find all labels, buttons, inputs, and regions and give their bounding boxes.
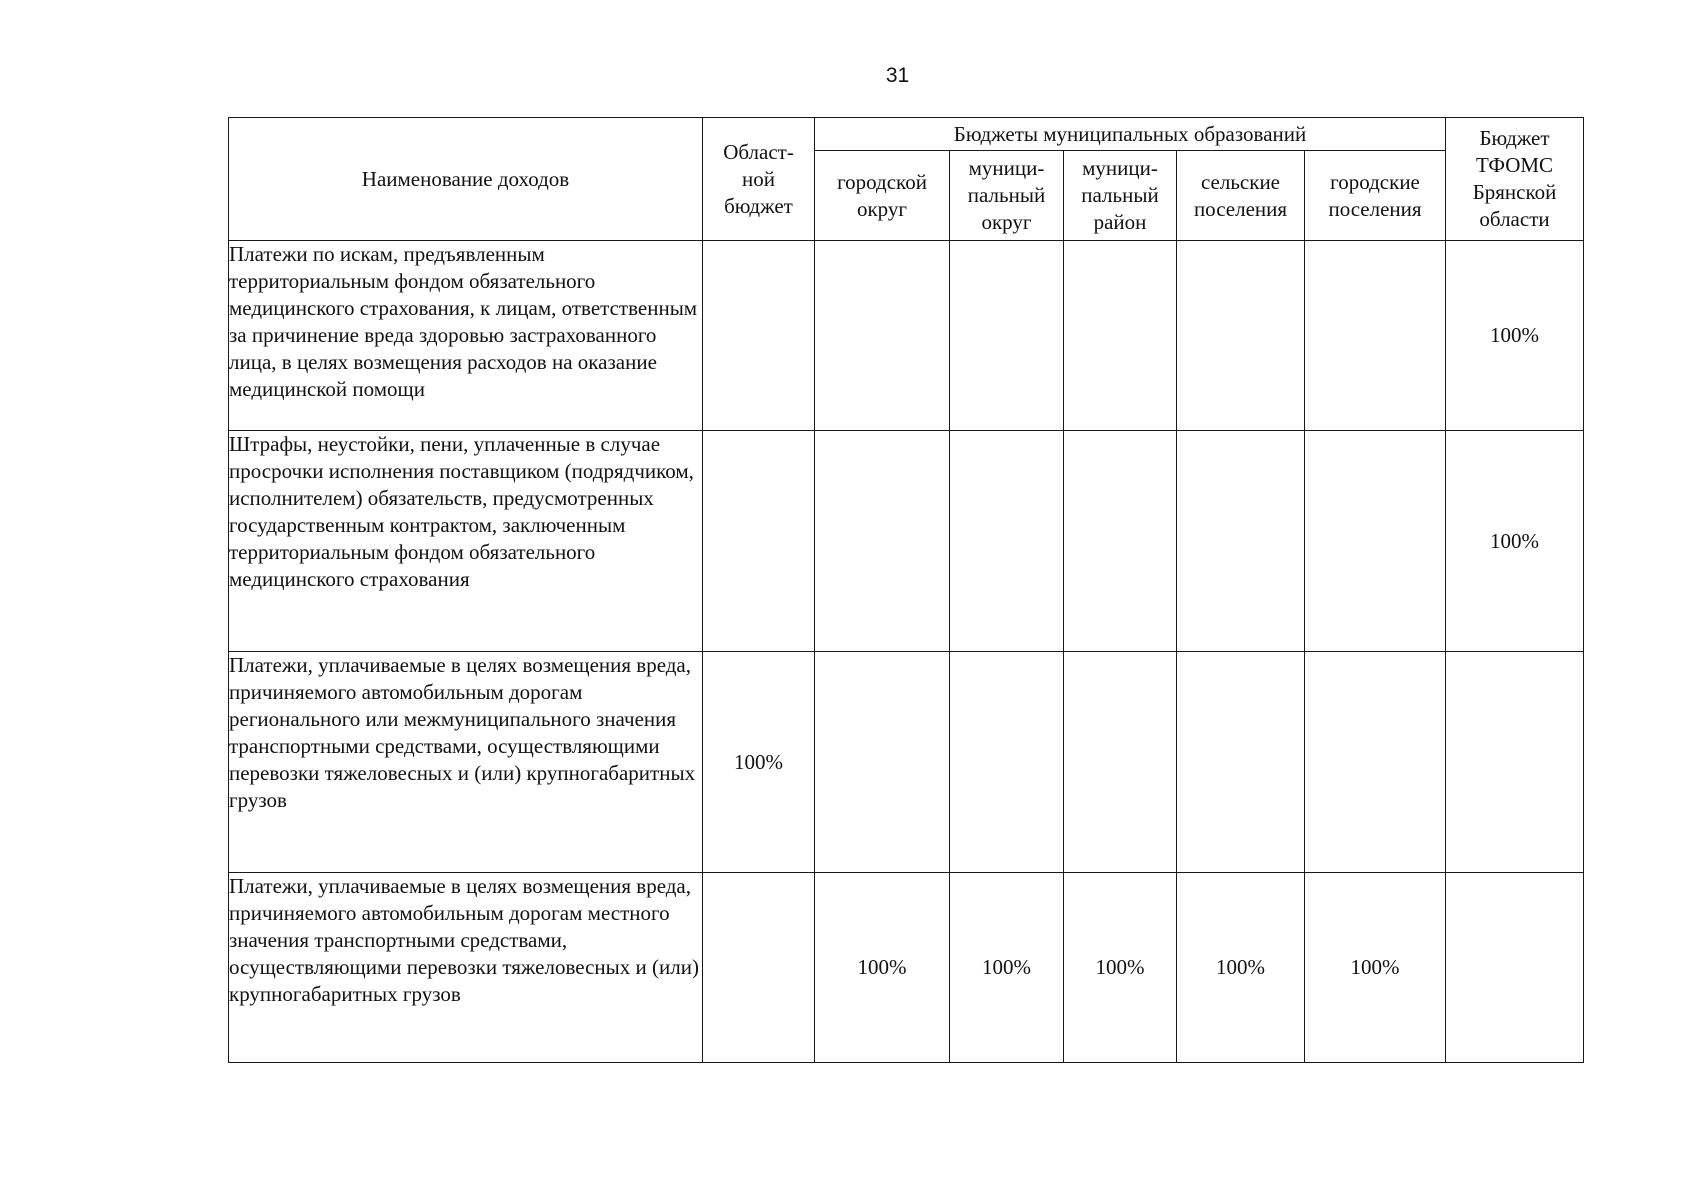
table-row xyxy=(229,241,1584,431)
regional-budget-cell xyxy=(703,873,815,1063)
header-urban-settlements: городские поселения xyxy=(1305,151,1446,241)
city-district-cell xyxy=(815,431,950,652)
tfoms-budget-cell: 100% xyxy=(1446,241,1584,431)
page-number: 31 xyxy=(885,64,910,87)
municipal-area-cell xyxy=(1064,241,1177,431)
tfoms-budget-cell xyxy=(1446,873,1584,1063)
table-row xyxy=(229,652,1584,873)
table-row xyxy=(229,873,1584,1063)
city-district-cell xyxy=(815,241,950,431)
rural-settlements-cell xyxy=(1177,652,1305,873)
rural-settlements-cell xyxy=(1177,241,1305,431)
income-name-cell: Платежи по искам, предъявленным территориальным фондом обязательного медицинского страхования, к лицам, ответственным за причинение вреда здоровью застрахованного лица, в целях возмещения расходов на оказание медицинской помощи xyxy=(229,241,703,431)
header-city-district: городской округ xyxy=(815,151,950,241)
income-name-cell: Штрафы, неустойки, пени, уплаченные в случае просрочки исполнения поставщиком (подрядчиком, исполнителем) обязательств, предусмотренных государственным контрактом, заключенным территориальным фондом обязательного медицинского страхования xyxy=(229,431,703,652)
header-income-name: Наименование доходов xyxy=(229,118,703,241)
income-distribution-table xyxy=(228,117,1584,1063)
tfoms-budget-cell xyxy=(1446,652,1584,873)
municipal-area-cell xyxy=(1064,652,1177,873)
municipal-district-cell: 100% xyxy=(950,873,1064,1063)
municipal-district-cell xyxy=(950,652,1064,873)
table-row xyxy=(229,431,1584,652)
municipal-district-cell xyxy=(950,431,1064,652)
urban-settlements-cell xyxy=(1305,241,1446,431)
header-tfoms-budget: Бюджет ТФОМС Брянской области xyxy=(1446,118,1584,241)
header-rural-settlements: сельские поселения xyxy=(1177,151,1305,241)
municipal-area-cell xyxy=(1064,431,1177,652)
rural-settlements-cell: 100% xyxy=(1177,873,1305,1063)
regional-budget-cell xyxy=(703,241,815,431)
header-municipal-area: муници- пальный район xyxy=(1064,151,1177,241)
regional-budget-cell xyxy=(703,431,815,652)
header-municipal-district: муници- пальный округ xyxy=(950,151,1064,241)
city-district-cell: 100% xyxy=(815,873,950,1063)
rural-settlements-cell xyxy=(1177,431,1305,652)
municipal-area-cell: 100% xyxy=(1064,873,1177,1063)
city-district-cell xyxy=(815,652,950,873)
header-regional-budget: Област- ной бюджет xyxy=(703,118,815,241)
income-name-cell: Платежи, уплачиваемые в целях возмещения вреда, причиняемого автомобильным дорогам регионального или межмуниципального значения транспортными средствами, осуществляющими перевозки тяжеловесных и (или) крупногабаритных грузов xyxy=(229,652,703,873)
urban-settlements-cell: 100% xyxy=(1305,873,1446,1063)
municipal-district-cell xyxy=(950,241,1064,431)
income-name-cell: Платежи, уплачиваемые в целях возмещения вреда, причиняемого автомобильным дорогам местного значения транспортными средствами, осуществляющими перевозки тяжеловесных и (или) крупногабаритных грузов xyxy=(229,873,703,1063)
urban-settlements-cell xyxy=(1305,431,1446,652)
header-municipal-budgets: Бюджеты муниципальных образований xyxy=(815,118,1446,151)
regional-budget-cell: 100% xyxy=(703,652,815,873)
urban-settlements-cell xyxy=(1305,652,1446,873)
tfoms-budget-cell: 100% xyxy=(1446,431,1584,652)
